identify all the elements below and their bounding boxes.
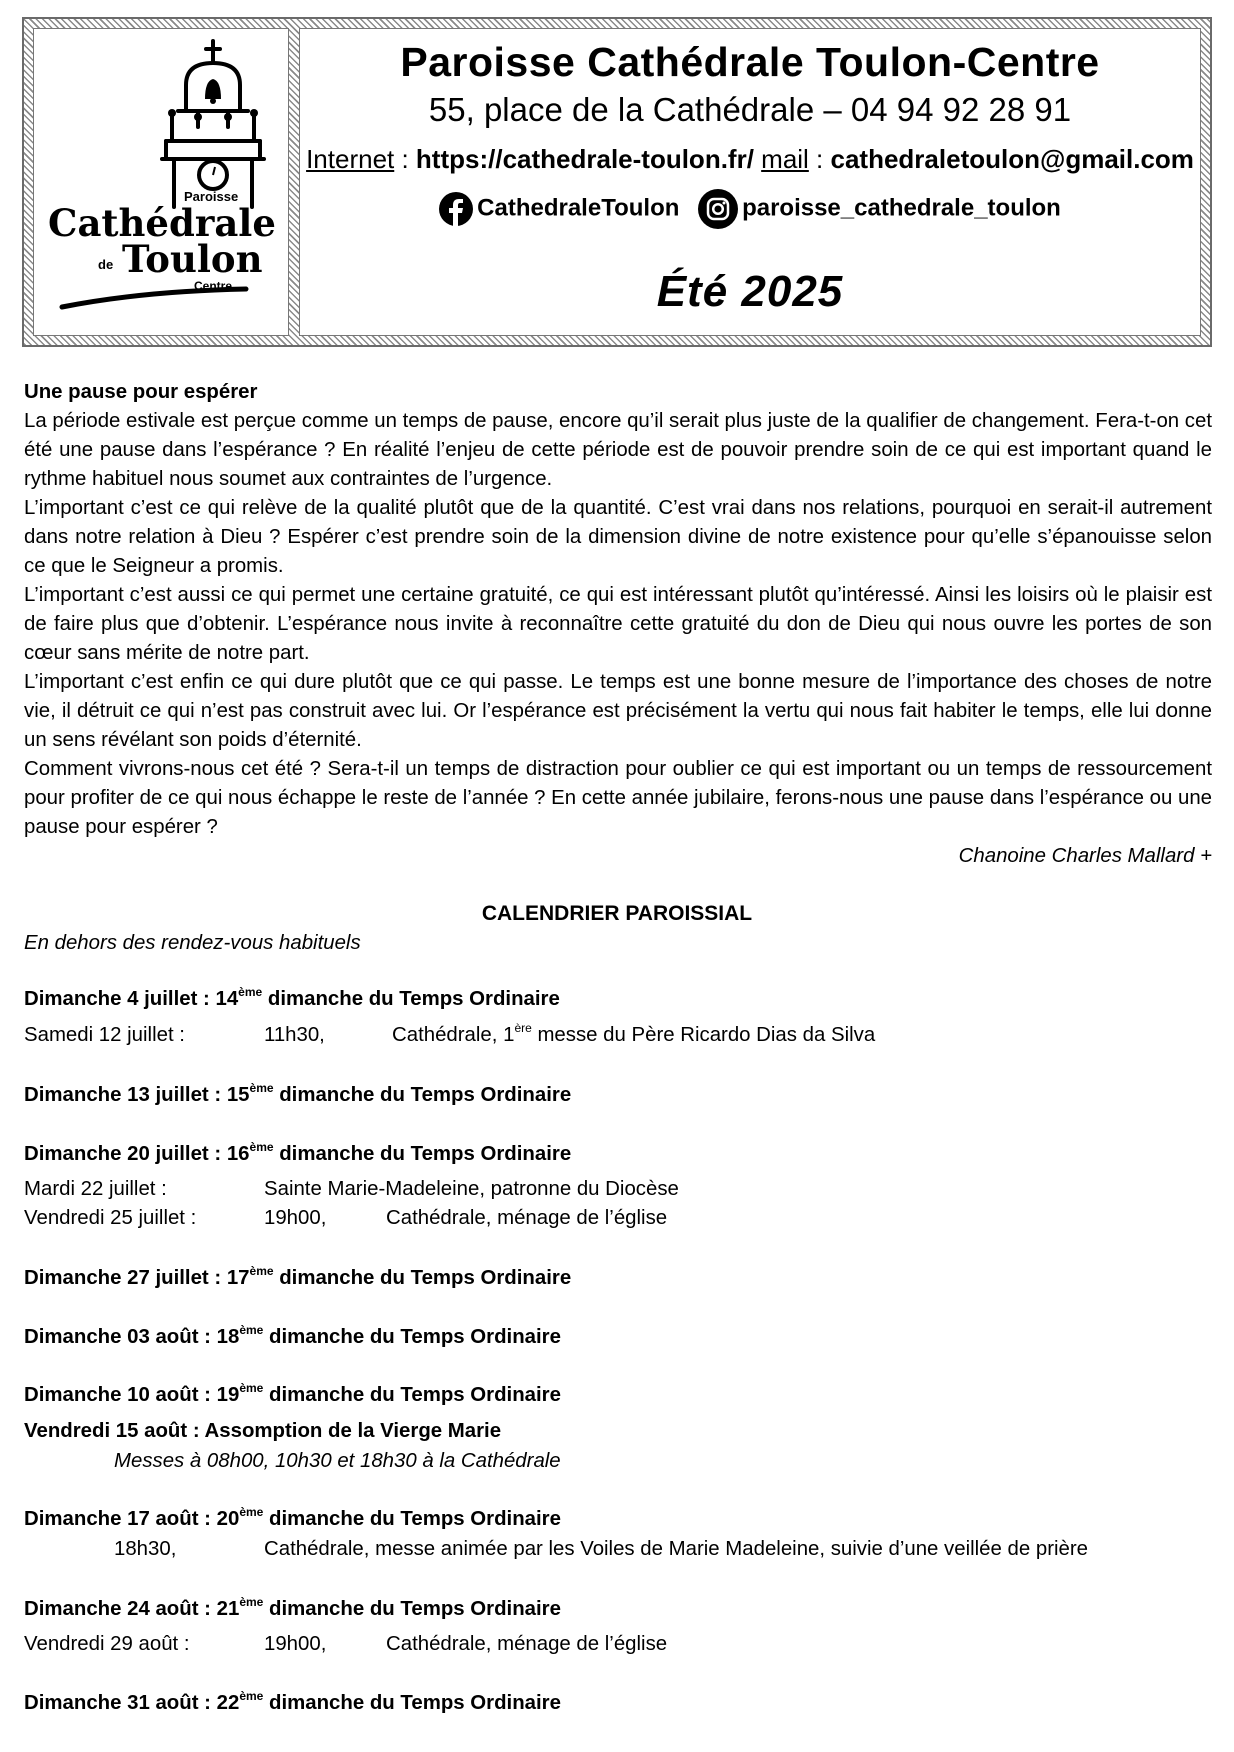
social-links xyxy=(300,189,1200,229)
sunday-heading: Dimanche 4 juillet : 14ème dimanche du Temps Ordinaire xyxy=(24,985,560,1010)
editorial-paragraph: La période estivale est perçue comme un temps de pause, encore qu’il serait plus juste de la qualifier de changement. Fera-t-on cet été une pause dans l’espérance ? En réalité l’enjeu de cette période est de pouvoir prendre soin de ce qui est important quand le rythme habituel nous soumet aux contraintes de l’urgence. xyxy=(24,410,1212,490)
website-link[interactable]: https://cathedrale-toulon.fr/ xyxy=(415,144,754,174)
event-time: 18h30, xyxy=(114,1538,177,1560)
event-day: Samedi 12 juillet : xyxy=(24,1024,185,1046)
editorial xyxy=(24,378,1212,871)
mail-label: mail xyxy=(761,144,809,174)
event-day: Mardi 22 juillet : xyxy=(24,1178,167,1200)
logo-line-cathedrale: Cathédrale xyxy=(48,201,276,245)
instagram-icon xyxy=(698,189,738,229)
instagram-link[interactable] xyxy=(698,189,1061,229)
facebook-icon xyxy=(439,192,473,226)
feast-detail: Messes à 08h00, 10h30 et 18h30 à la Cathédrale xyxy=(114,1450,561,1472)
sunday-heading: Dimanche 20 juillet : 16ème dimanche du Temps Ordinaire xyxy=(24,1140,572,1165)
email-link[interactable]: cathedraletoulon@gmail.com xyxy=(830,144,1194,174)
editorial-signature: Chanoine Charles Mallard + xyxy=(958,845,1212,867)
parish-logo xyxy=(33,28,289,336)
event-time: 19h00, xyxy=(264,1633,327,1655)
facebook-link[interactable] xyxy=(439,192,679,226)
sunday-heading: Dimanche 10 août : 19ème dimanche du Temps Ordinaire xyxy=(24,1381,561,1406)
sunday-heading: Dimanche 27 juillet : 17ème dimanche du Temps Ordinaire xyxy=(24,1264,572,1289)
editorial-paragraph: L’important c’est ce qui relève de la qualité plutôt que de la quantité. C’est vrai dans nos relations, pourquoi en serait-il autrement dans notre relation à Dieu ? Espérer c’est prendre soin de la dimension divine de notre existence pour qu’elle s’épanouisse selon ce que le Seigneur a promis. xyxy=(24,497,1212,577)
event-description: Cathédrale, messe animée par les Voiles de Marie Madeleine, suivie d’une veillée de prière xyxy=(264,1538,1089,1560)
event-row xyxy=(24,1207,1204,1237)
feast-heading: Vendredi 15 août : Assomption de la Vierge Marie xyxy=(24,1420,502,1442)
logo-line-toulon: Toulon xyxy=(122,237,263,281)
calendar-subtitle: En dehors des rendez-vous habituels xyxy=(24,932,361,954)
cathedral-bell-tower-icon xyxy=(34,29,288,335)
internet-label: Internet xyxy=(306,144,395,174)
event-description: Cathédrale, ménage de l’église xyxy=(386,1633,668,1655)
sunday-heading: Dimanche 17 août : 20ème dimanche du Temps Ordinaire xyxy=(24,1505,561,1530)
parish-title: Paroisse Cathédrale Toulon-Centre xyxy=(400,39,1100,85)
instagram-handle: paroisse_cathedrale_toulon xyxy=(742,194,1061,222)
event-row xyxy=(24,1178,1204,1208)
logo-line-paroisse: Paroisse xyxy=(184,189,239,204)
calendar-title: CALENDRIER PAROISSIAL xyxy=(481,902,753,925)
event-row xyxy=(24,1633,1204,1663)
event-day: Vendredi 29 août : xyxy=(24,1633,190,1655)
event-description: Cathédrale, ménage de l’église xyxy=(386,1207,668,1229)
facebook-handle: CathedraleToulon xyxy=(477,194,680,222)
event-description: Sainte Marie-Madeleine, patronne du Diocèse xyxy=(264,1178,679,1200)
sunday-heading: Dimanche 03 août : 18ème dimanche du Temps Ordinaire xyxy=(24,1323,561,1348)
header-banner xyxy=(22,17,1212,347)
sunday-heading: Dimanche 13 juillet : 15ème dimanche du Temps Ordinaire xyxy=(24,1081,572,1106)
sunday-heading: Dimanche 31 août : 22ème dimanche du Temps Ordinaire xyxy=(24,1689,561,1714)
parish-info xyxy=(299,28,1201,336)
event-time: 11h30, xyxy=(264,1024,325,1046)
logo-line-de: de xyxy=(98,257,114,272)
event-description: Cathédrale, 1ère messe du Père Ricardo Dias da Silva xyxy=(392,1021,876,1046)
logo-line-centre: Centre xyxy=(194,279,233,293)
sunday-heading: Dimanche 24 août : 21ème dimanche du Temps Ordinaire xyxy=(24,1595,561,1620)
event-day: Vendredi 25 juillet : xyxy=(24,1207,197,1229)
editorial-title: Une pause pour espérer xyxy=(24,381,258,403)
season-title: Été 2025 xyxy=(656,267,844,316)
event-row xyxy=(24,1538,1204,1568)
editorial-paragraph: L’important c’est enfin ce qui dure plutôt que ce qui passe. Le temps est une bonne mesure de l’importance des choses de notre vie, il détruit ce qui n’est pas construit avec lui. Or l’espérance est précisément la vertu qui nous fait habiter le temps, elle lui donne un sens révélant son poids d’éternité. xyxy=(24,671,1212,751)
editorial-paragraph: L’important c’est aussi ce qui permet une certaine gratuité, ce qui est intéressant plutôt qu’intéressé. Ainsi les loisirs où le plaisir est de faire plus que d’obtenir. L’espérance nous invite à reconnaître cette gratuité du don de Dieu qui nous ouvre les portes de son cœur sans mérite de notre part. xyxy=(24,584,1212,664)
editorial-paragraph: Comment vivrons-nous cet été ? Sera-t-il un temps de distraction pour oublier ce qui est important ou un temps de ressourcement pour profiter de ce qui nous échappe le reste de l’année ? En cette année jubilaire, ferons-nous une pause dans l’espérance ou une pause pour espérer ? xyxy=(24,758,1213,838)
event-time: 19h00, xyxy=(264,1207,327,1229)
parish-address: 55, place de la Cathédrale – 04 94 92 28 91 xyxy=(428,91,1072,128)
event-row xyxy=(24,1021,1204,1054)
contact-links: Internet : https://cathedrale-toulon.fr/ mail : cathedraletoulon@gmail.com xyxy=(306,144,1194,174)
